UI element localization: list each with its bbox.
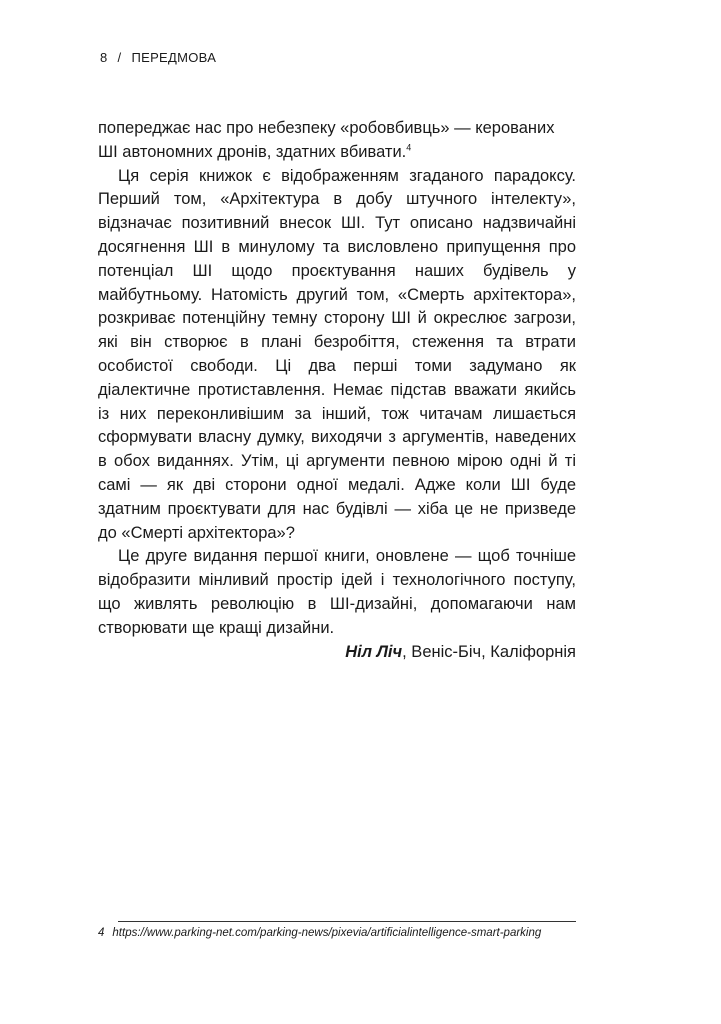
paragraph-3: Це друге видання першої книги, оновлене — щоб точніше відобразити мінливий простір ідей і технологічного поступу, що живлять революцію в ШІ-дизайні, допомагаючи нам створювати ще кращі дизайни.: [98, 547, 576, 637]
footnote-url[interactable]: https://www.parking-net.com/parking-news/pixevia/artificialintelligence-smart-parking: [112, 927, 542, 939]
page-number: 8: [100, 50, 108, 65]
footnote: [98, 927, 541, 939]
signature-place: , Веніс-Біч, Каліфорнія: [402, 642, 576, 661]
footnote-reference[interactable]: 4: [406, 142, 412, 153]
paragraph-1-text: попереджає нас про небезпеку «робовбивць» — керованих ШІ автономних дронів, здатних вбивати.: [98, 119, 555, 161]
footnote-number: 4: [98, 927, 105, 939]
section-title: ПЕРЕДМОВА: [131, 50, 217, 65]
signature: [98, 641, 576, 665]
footnote-divider: [118, 921, 576, 922]
main-text: [98, 117, 576, 664]
paragraph-continuation: [98, 117, 576, 165]
paragraph-2: Ця серія книжок є відображенням згаданого парадоксу. Перший том, «Архітектура в добу штучного інтелекту», відзначає позитивний внесок ШІ. Тут описано надзвичайні досягнення ШІ в минулому та висловлено припущення про потенціал ШІ щодо проєктування наших будівель у майбутньому. Натомість другий том, «Смерть архітектора», розкриває потенційну темну сторону ШІ й окреслює загрози, які він створює в плані безробіття, стеження та втрати особистої свободи. Ці два перші томи задумано як діалектичне протиставлення. Немає підстав вважати якийсь із них переконливішим за інший, тож читачам лишається сформувати власну думку, виходячи з аргументів, наведених в обох виданнях. Утім, ці аргументи певною мірою одні й ті самі — як дві сторони одної медалі. Адже коли ШІ буде здатним проєктувати для нас будівлі — хіба це не призведе до «Смерті архітектора»?: [98, 166, 576, 542]
running-head: [100, 50, 216, 65]
header-separator: /: [117, 50, 122, 65]
signature-author: Ніл Ліч: [345, 642, 403, 661]
